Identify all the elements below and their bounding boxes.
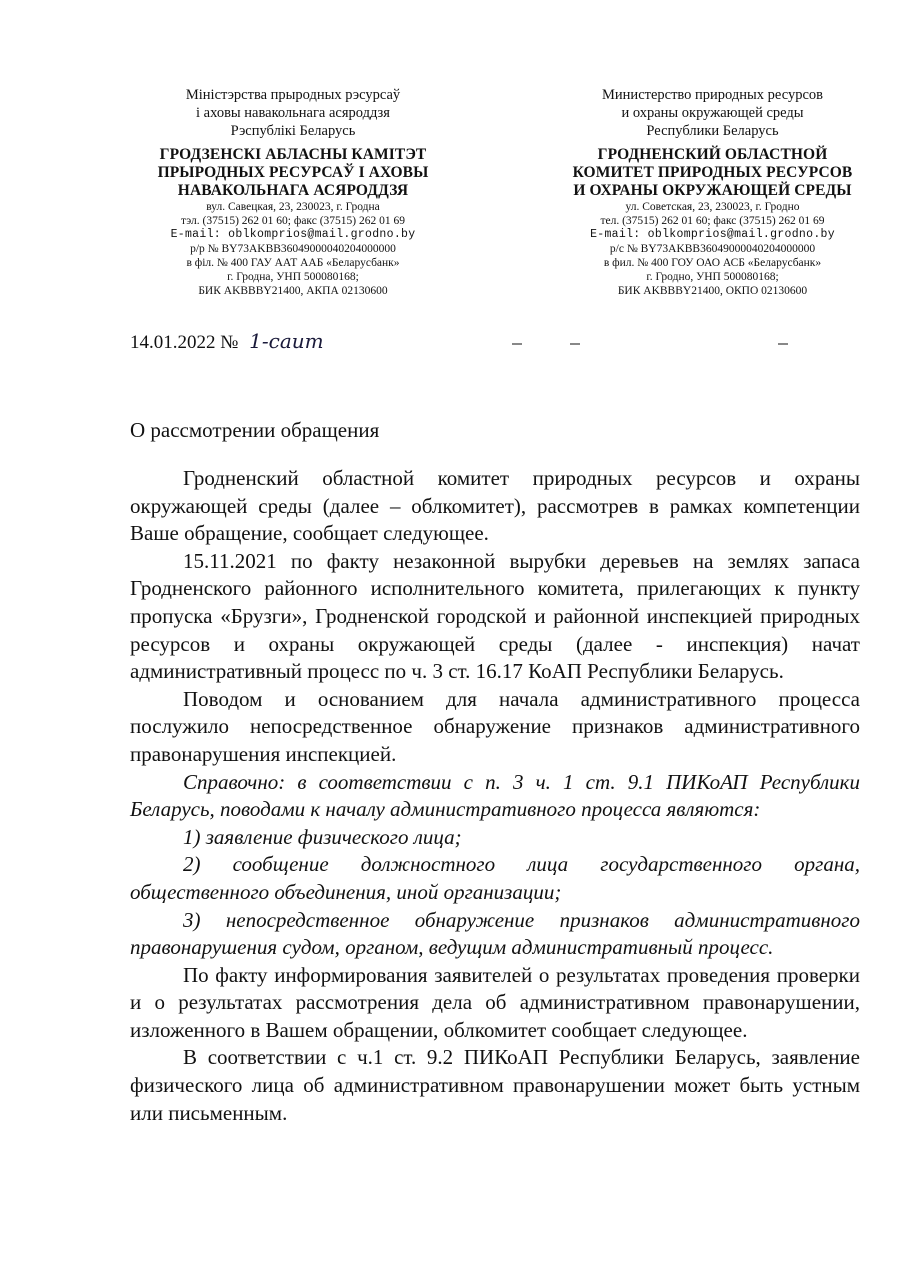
ministry-line: Рэспублікі Беларусь — [230, 123, 356, 139]
ministry-line: Республики Беларусь — [646, 123, 779, 139]
organization-details — [545, 200, 880, 298]
letter-subject: О рассмотрении обращения — [130, 418, 380, 442]
organization-name — [545, 146, 880, 200]
reference-list-item: 2) сообщение должностного лица государственного органа, общественного объединения, иной организации; — [130, 852, 860, 904]
letterhead-belarusian — [128, 86, 458, 298]
bik-code: БИК AKBBBY21400, АКПА 02130600 — [198, 285, 388, 297]
ministry-name — [545, 86, 880, 140]
bank-name: в філ. № 400 ГАУ ААТ ААБ «Беларусбанк» — [186, 257, 400, 269]
number-sign: № — [220, 332, 239, 353]
organization-name — [128, 146, 458, 200]
registration-line — [130, 329, 324, 354]
body-paragraph: Поводом и основанием для начала административного процесса послужило непосредственное обнаружение признаков административного правонарушения инспекцией. — [130, 686, 860, 766]
address: вул. Савецкая, 23, 230023, г. Гродна — [206, 201, 380, 213]
org-line: НАВАКОЛЬНАГА АСЯРОДДЗЯ — [177, 182, 409, 199]
ministry-line: Міністэрства прыродных рэсурсаў — [185, 87, 401, 103]
body-paragraph: В соответствии с ч.1 ст. 9.2 ПИКоАП Республики Беларусь, заявление физического лица об административном правонарушении может быть устным или письменным. — [130, 1045, 860, 1125]
phone: тэл. (37515) 262 01 60; факс (37515) 262 01 69 — [180, 215, 405, 227]
org-line: И ОХРАНЫ ОКРУЖАЮЩЕЙ СРЕДЫ — [573, 182, 852, 199]
org-line: ПРЫРОДНЫХ РЕСУРСАЎ І АХОВЫ — [157, 164, 429, 181]
reference-list-item: 3) непосредственное обнаружение признаков административного правонарушения судом, органом, ведущим административный процесс. — [130, 907, 860, 960]
body-paragraph: Гродненский областной комитет природных ресурсов и охраны окружающей среды (далее – облкомитет), рассмотрев в рамках компетенции Ваше обращение, сообщает следующее. — [130, 466, 860, 546]
reference-list-item: 1) заявление физического лица; — [183, 824, 462, 849]
ministry-line: і аховы навакольнага асяроддзя — [196, 105, 390, 121]
organization-details — [128, 200, 458, 298]
bank-name: в фил. № 400 ГОУ ОАО АСБ «Беларусбанк» — [603, 257, 822, 269]
org-line: ГРОДЗЕНСКІ АБЛАСНЫ КАМІТЭТ — [159, 146, 427, 163]
bik-code: БИК AKBBBY21400, ОКПО 02130600 — [617, 285, 808, 297]
org-line: КОМИТЕТ ПРИРОДНЫХ РЕСУРСОВ — [572, 164, 853, 181]
phone: тел. (37515) 262 01 60; факс (37515) 262 01 69 — [600, 215, 825, 227]
body-paragraph: По факту информирования заявителей о результатах проведения проверки и о результатах рассмотрения дела об административном правонарушении, изложенного в Вашем обращении, облкомитет сообщает следующее. — [130, 962, 860, 1042]
ministry-line: и охраны окружающей среды — [621, 105, 804, 121]
blank-field-mark — [778, 343, 788, 345]
email: E-mail: oblkomprios@mail.grodno.by — [170, 228, 416, 241]
address: ул. Советская, 23, 230023, г. Гродно — [625, 201, 800, 213]
blank-field-mark — [570, 343, 580, 345]
bank-account: р/с № BY73AKBB36049000040204000000 — [609, 243, 816, 255]
ministry-name — [128, 86, 458, 140]
body-paragraph: 15.11.2021 по факту незаконной вырубки деревьев на землях запаса Гродненского районного исполнительного комитета, прилегающих к пункту пропуска «Брузги», Гродненской городской и районной инспекцией природных ресурсов и охраны окружающей среды (далее - инспекция) начат административный процесс по ч. 3 ст. 16.17 КоАП Республики Беларусь. — [130, 548, 860, 684]
org-line: ГРОДНЕНСКИЙ ОБЛАСТНОЙ — [597, 146, 828, 163]
letter-body — [130, 465, 860, 1127]
registration-date: 14.01.2022 — [130, 332, 216, 353]
blank-field-mark — [512, 343, 522, 345]
city-unp: г. Гродно, УНП 500080168; — [646, 271, 779, 283]
ministry-line: Министерство природных ресурсов — [602, 87, 823, 103]
letterhead-russian — [545, 86, 880, 298]
email: E-mail: oblkomprios@mail.grodno.by — [590, 228, 835, 241]
reference-note: Справочно: в соответствии с п. 3 ч. 1 ст. 9.1 ПИКоАП Республики Беларусь, поводами к началу административного процесса являются: — [130, 769, 860, 822]
handwritten-registration-number: 1-саит — [249, 329, 324, 353]
bank-account: р/р № BY73AKBB36049000040204000000 — [190, 243, 396, 255]
city-unp: г. Гродна, УНП 500080168; — [227, 271, 359, 283]
